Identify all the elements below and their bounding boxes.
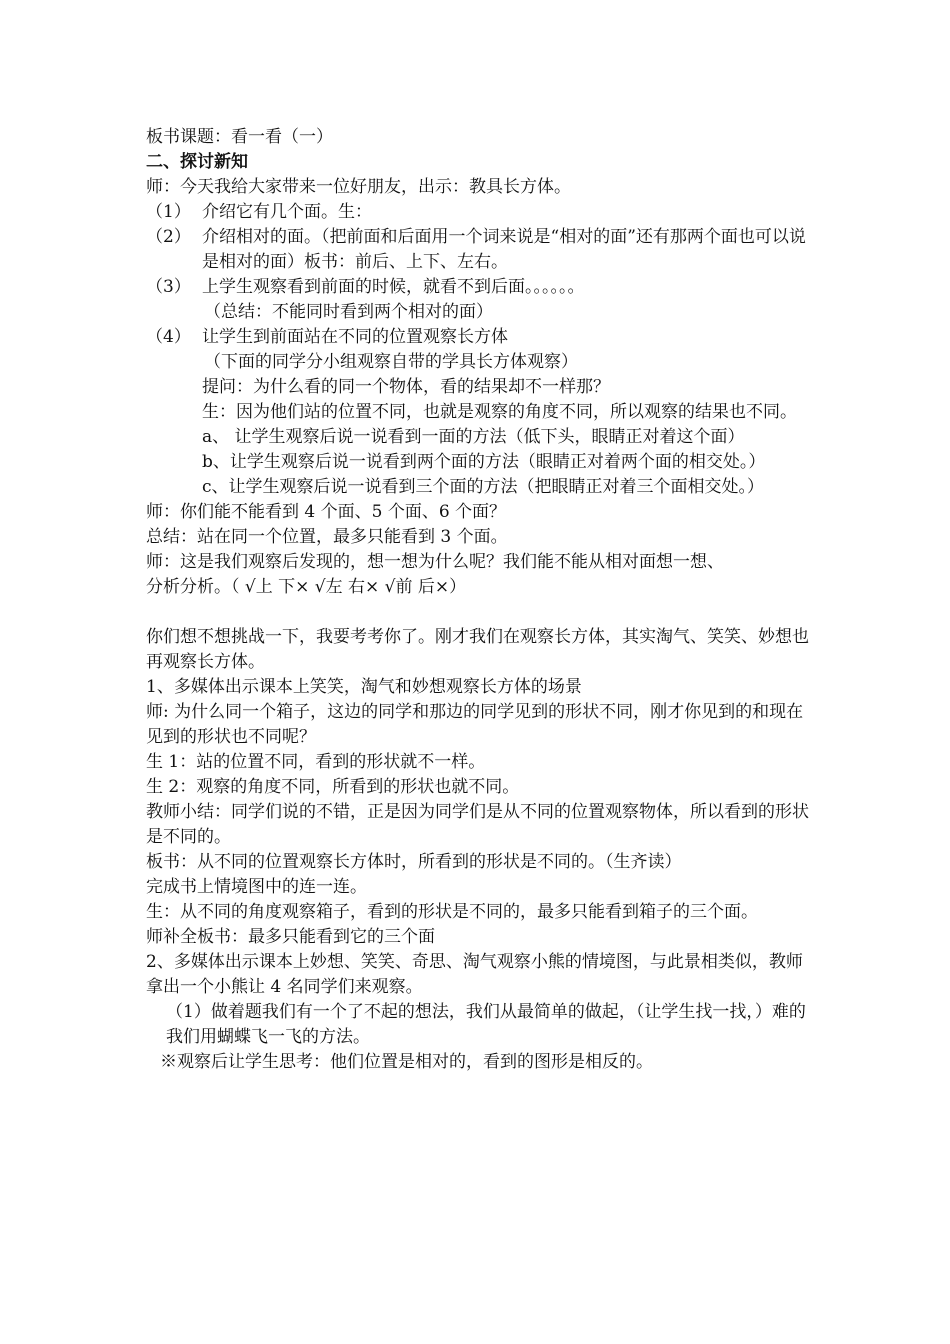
paragraph: 师：今天我给大家带来一位好朋友，出示：教具长方体。	[146, 177, 571, 197]
list-text: 介绍它有几个面。生：	[202, 202, 372, 222]
paragraph: 总结：站在同一个位置，最多只能看到 3 个面。	[146, 527, 508, 547]
list-text: 上学生观察看到前面的时候，就看不到后面。。。。。。	[202, 277, 585, 297]
paragraph: 分析分析。（ √上 下× √左 右× √前 后×）	[146, 577, 467, 597]
paragraph	[146, 1000, 814, 1050]
paragraph: 你们想不想挑战一下，我要考考你了。刚才我们在观察长方体，其实淘气、笑笑、妙想也再观察长方体。	[146, 627, 809, 672]
observation-note: ※观察后让学生思考：他们位置是相对的，看到的图形是相反的。	[160, 1052, 653, 1072]
list-item	[146, 325, 814, 350]
sub-paragraph	[146, 450, 814, 475]
board-writing: 师补全板书：最多只能看到它的三个面	[146, 927, 435, 947]
paragraph: 1、多媒体出示课本上笑笑，淘气和妙想观察长方体的场景	[146, 677, 582, 697]
paragraph: 生：从不同的角度观察箱子，看到的形状是不同的，最多只能看到箱子的三个面。	[146, 902, 758, 922]
sub-text: 提问：为什么看的同一个物体，看的结果却不一样那？	[202, 377, 610, 397]
paragraph: 生 2：观察的角度不同，所看到的形状也就不同。	[146, 777, 520, 797]
document-body	[146, 125, 814, 1075]
sub-paragraph	[146, 375, 814, 400]
list-text: 让学生到前面站在不同的位置观察长方体	[202, 327, 508, 347]
sub-text: a、 让学生观察后说一说看到一面的方法（低下头，眼睛正对着这个面）	[202, 427, 745, 447]
list-item	[146, 275, 814, 300]
paragraph: 师：你们能不能看到 4 个面、5 个面、6 个面？	[146, 502, 507, 522]
summary-note: （总结：不能同时看到两个相对的面）	[204, 302, 493, 322]
sub-text: 生：因为他们站的位置不同，也就是观察的角度不同，所以观察的结果也不同。	[202, 402, 797, 422]
sub-paragraph	[146, 425, 814, 450]
board-title: 板书课题：看一看（一）	[146, 127, 333, 147]
sub-paragraph	[146, 400, 814, 425]
list-text: 介绍相对的面。（把前面和后面用一个词来说是“相对的面”还有那两个面也可以说是相对的面）板书：前后、上下、左右。	[202, 227, 806, 272]
list-number: （4）	[146, 327, 191, 347]
list-item	[146, 200, 814, 225]
list-number: （3）	[146, 277, 191, 297]
sub-text: b、让学生观察后说一说看到两个面的方法（眼睛正对着两个面的相交处。）	[202, 452, 766, 472]
sub-paragraph: （下面的同学分小组观察自带的学具长方体观察）	[204, 352, 578, 372]
paragraph: 完成书上情境图中的连一连。	[146, 877, 367, 897]
board-writing: 板书：从不同的位置观察长方体时，所看到的形状是不同的。（生齐读）	[146, 852, 682, 872]
paragraph: 师: 为什么同一个箱子，这边的同学和那边的同学见到的形状不同，刚才你见到的和现在见到的形状也不同呢？	[146, 702, 804, 747]
list-number: （1）	[146, 202, 191, 222]
list-item	[146, 225, 814, 275]
paragraph: 2、多媒体出示课本上妙想、笑笑、奇思、淘气观察小熊的情境图，与此景相类似，教师拿出一个小熊让 4 名同学们来观察。	[146, 952, 803, 997]
paragraph-text: （1）做着题我们有一个了不起的想法，我们从最简单的做起，（让学生找一找，）难的我们用蝴蝶飞一飞的方法。	[166, 1002, 806, 1047]
paragraph: 生 1：站的位置不同，看到的形状就不一样。	[146, 752, 486, 772]
paragraph: 师：这是我们观察后发现的，想一想为什么呢？我们能不能从相对面想一想、	[146, 552, 724, 572]
paragraph: 教师小结：同学们说的不错，正是因为同学们是从不同的位置观察物体，所以看到的形状是不同的。	[146, 802, 809, 847]
blank-line	[146, 600, 814, 625]
sub-paragraph	[146, 475, 814, 500]
list-number: （2）	[146, 227, 191, 247]
sub-text: c、让学生观察后说一说看到三个面的方法（把眼睛正对着三个面相交处。）	[202, 477, 765, 497]
section-heading: 二、探讨新知	[146, 152, 248, 172]
